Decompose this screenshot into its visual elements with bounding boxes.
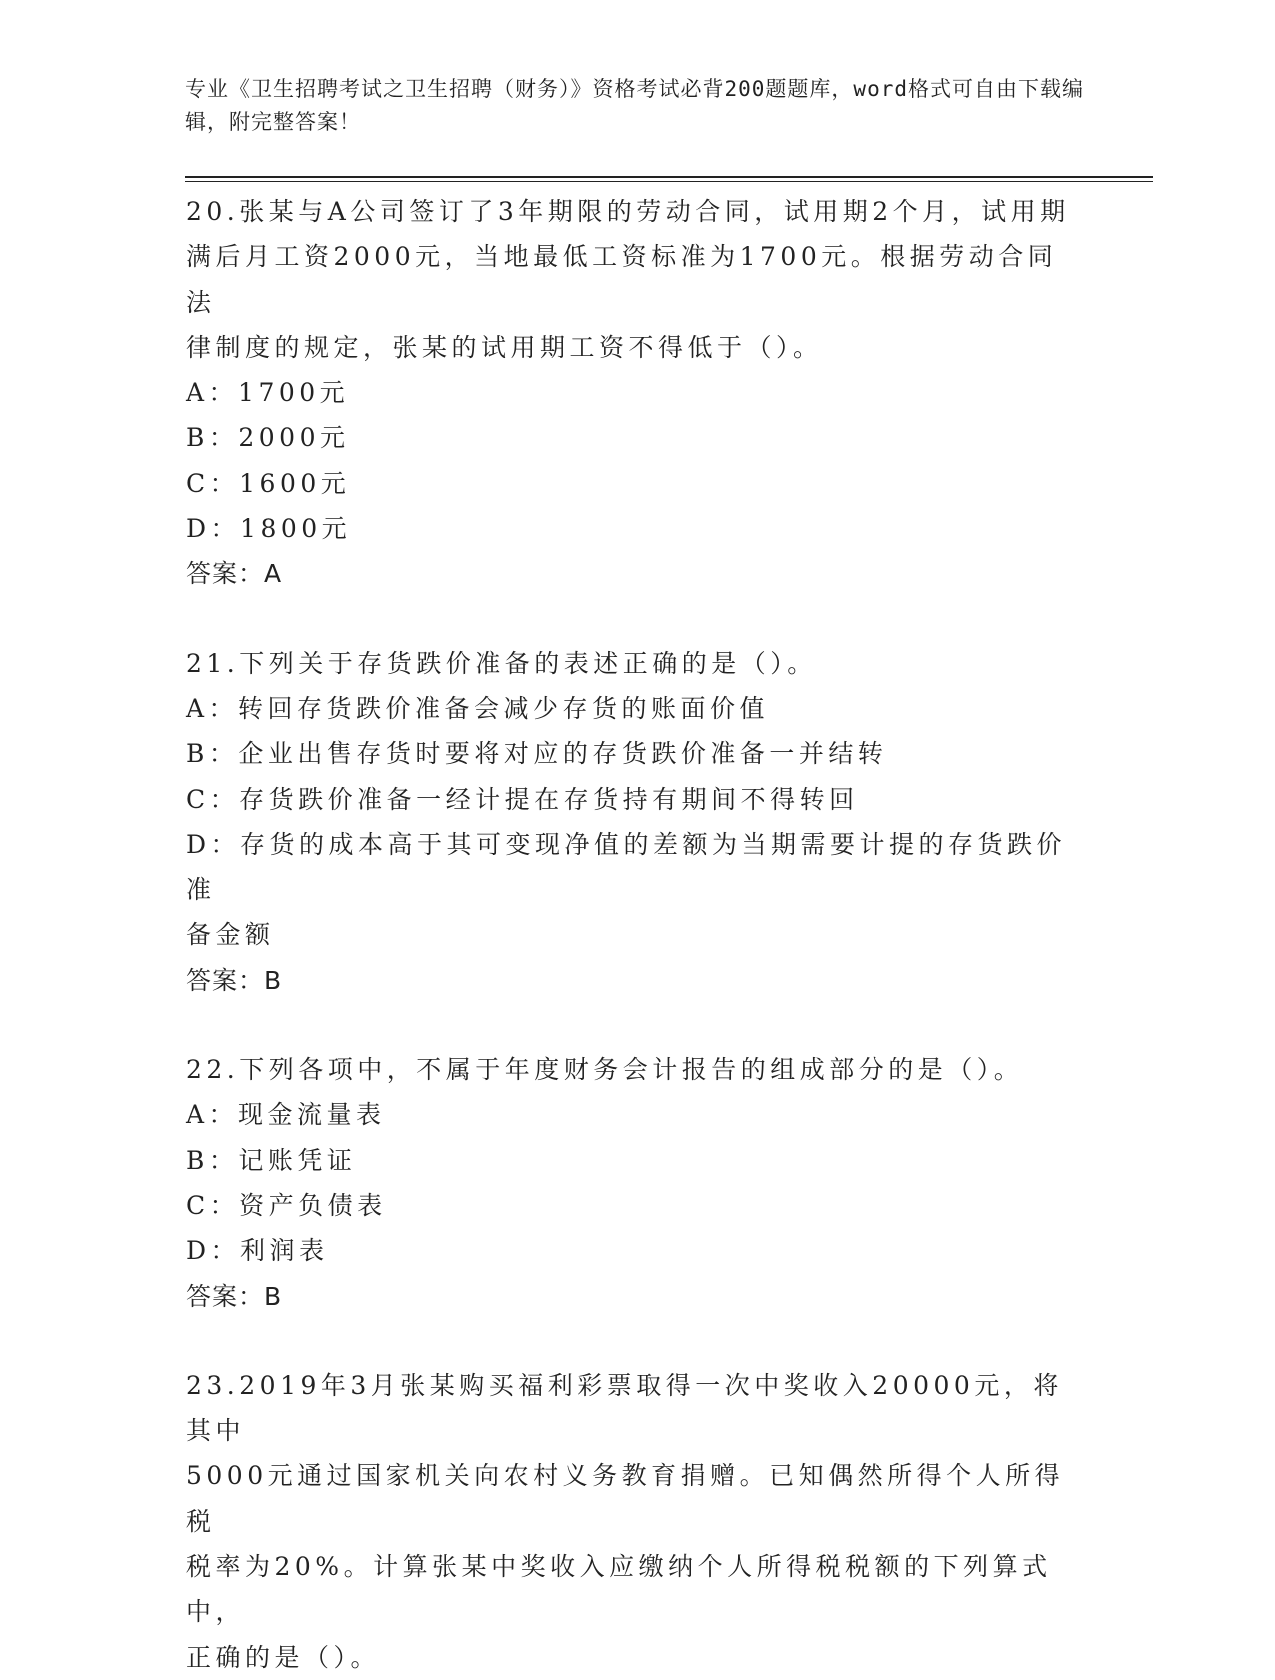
answer-line: 答案：B — [186, 1281, 283, 1311]
question-stem-line: 5000元通过国家机关向农村义务教育捐赠。已知偶然所得个人所得税 — [186, 1461, 1065, 1536]
question-stem-line: 22.下列各项中，不属于年度财务会计报告的组成部分的是（）。 — [186, 1055, 1024, 1085]
question-stem-line: 律制度的规定，张某的试用期工资不得低于（）。 — [186, 332, 823, 362]
option-c: C：资产负债表 — [186, 1190, 387, 1220]
option-d: D：1800元 — [186, 514, 352, 544]
question-list — [186, 189, 1086, 1680]
question-block — [186, 641, 1086, 1003]
question-stem-line: 23.2019年3月张某购买福利彩票取得一次中奖收入20000元，将其中 — [186, 1370, 1063, 1446]
option-a: A：转回存货跌价准备会减少存货的账面价值 — [186, 693, 770, 723]
question-spacer — [186, 1003, 1086, 1047]
question-block — [186, 1363, 1086, 1680]
question-stem-line: 正确的是（）。 — [186, 1642, 381, 1672]
question-block — [186, 189, 1086, 597]
option-a: A：现金流量表 — [186, 1100, 386, 1130]
header-divider-thin — [185, 181, 1153, 182]
document-header: 专业《卫生招聘考试之卫生招聘（财务）》资格考试必背200题题库，word格式可自由下载编辑，附完整答案！ — [185, 77, 1084, 134]
question-stem-line: 满后月工资2000元，当地最低工资标准为1700元。根据劳动合同法 — [186, 242, 1058, 317]
header-divider-thick — [185, 176, 1153, 178]
question-spacer — [186, 1319, 1086, 1363]
question-block — [186, 1047, 1086, 1319]
option-b: B：记账凭证 — [186, 1145, 357, 1175]
option-b: B：2000元 — [186, 423, 350, 453]
option-c: C：存货跌价准备一经计提在存货持有期间不得转回 — [186, 784, 859, 814]
option-d: D：存货的成本高于其可变现净值的差额为当期需要计提的存货跌价准 — [186, 829, 1067, 905]
option-b: B：企业出售存货时要将对应的存货跌价准备一并结转 — [186, 739, 888, 769]
option-d-continuation: 备金额 — [186, 920, 275, 950]
option-c: C：1600元 — [186, 468, 351, 498]
option-a: A：1700元 — [186, 378, 350, 408]
option-d: D：利润表 — [186, 1236, 329, 1266]
question-stem-line: 税率为20%。计算张某中奖收入应缴纳个人所得税税额的下列算式中， — [186, 1552, 1052, 1627]
question-stem-line: 21.下列关于存货跌价准备的表述正确的是（）。 — [186, 648, 817, 678]
question-stem-line: 20.张某与A公司签订了3年期限的劳动合同，试用期2个月，试用期 — [186, 197, 1070, 226]
answer-line: 答案：B — [186, 965, 283, 995]
answer-line: 答案：A — [186, 559, 283, 589]
question-spacer — [186, 597, 1086, 641]
